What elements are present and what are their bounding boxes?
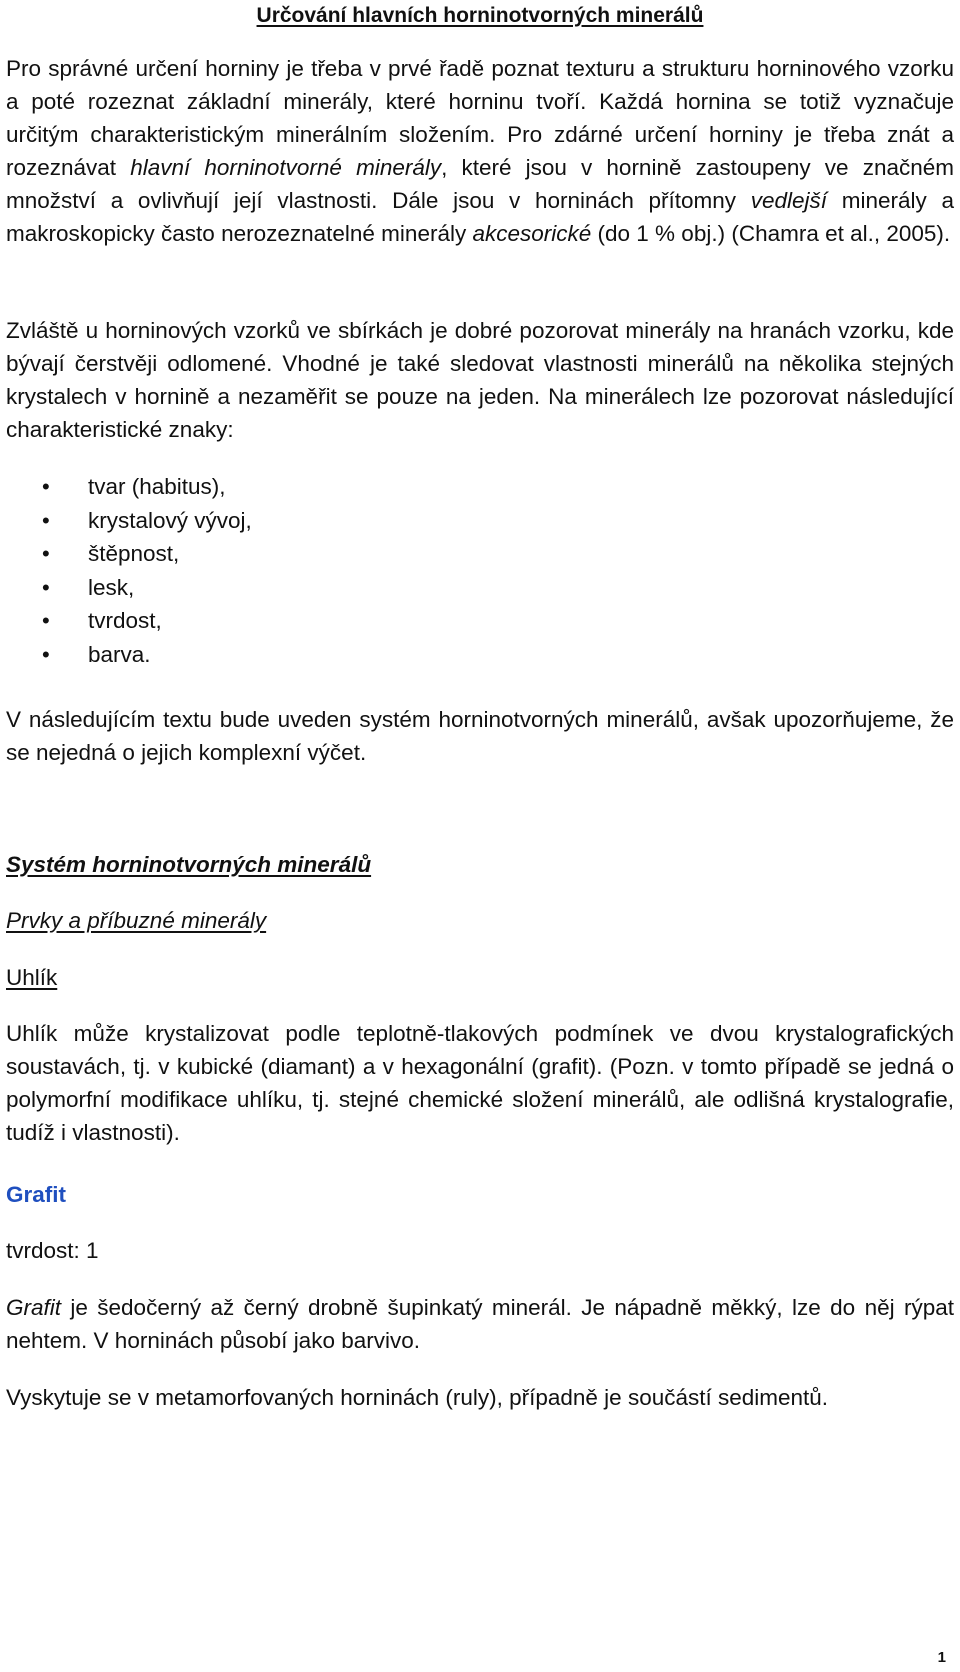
intro-italic-secondary: vedlejší <box>750 188 828 213</box>
list-item: • lesk, <box>6 571 252 605</box>
graphite-description <box>6 1291 954 1357</box>
intro-paragraph <box>6 52 954 250</box>
bullet-icon: • <box>42 641 50 667</box>
list-item: • štěpnost, <box>6 537 252 571</box>
graphite-description-text: je šedočerný až černý drobně šupinkatý minerál. Je nápadně měkký, lze do něj rýpat nehtem. V horninách působí jako barvivo. <box>6 1295 954 1353</box>
list-item: • tvar (habitus), <box>6 470 252 504</box>
feature-list <box>6 470 252 672</box>
bullet-icon: • <box>42 608 50 634</box>
intro-italic-accessory: akcesorické <box>472 221 592 246</box>
bullet-icon: • <box>42 574 50 600</box>
mineral-heading: Grafit <box>6 1182 67 1207</box>
page-number: 1 <box>937 1649 946 1666</box>
bullet-icon: • <box>42 474 50 499</box>
list-item: • tvrdost, <box>6 604 252 638</box>
system-intro-paragraph: V následujícím textu bude uveden systém horninotvorných minerálů, avšak upozorňujeme, že se nejedná o jejich komplexní výčet. <box>6 707 954 765</box>
page-title: Určování hlavních horninotvorných minerálů <box>256 4 704 27</box>
mineral-group-heading: Uhlík <box>6 965 58 990</box>
occurrence-paragraph: Vyskytuje se v metamorfovaných horninách (ruly), případně je součástí sedimentů. <box>6 1385 829 1410</box>
list-item: • barva. <box>6 638 252 672</box>
intro-italic-main-minerals: hlavní horninotvorné minerály <box>130 155 442 180</box>
observation-paragraph: Zvláště u horninových vzorků ve sbírkách je dobré pozorovat minerály na hranách vzorku, kde bývají čerstvěji odlomené. Vhodné je také sledovat vlastnosti minerálů na několika stejných krystalech v hornině a nezaměřit se pouze na jeden. Na minerálech lze pozorovat následující charakteristické znaky: <box>6 318 954 442</box>
list-item: • krystalový vývoj, <box>6 504 252 538</box>
carbon-paragraph: Uhlík může krystalizovat podle teplotně-tlakových podmínek ve dvou krystalografických soustavách, tj. v kubické (diamant) a v hexagonální (grafit). (Pozn. v tomto případě se jedná o polymorfní modifikace uhlíku, tj. stejné chemické složení minerálů, ale odlišná krystalografie, tudíž i vlastnosti). <box>6 1021 954 1145</box>
intro-text-4: (do 1 % obj.) (Chamra et al., 2005). <box>591 221 951 246</box>
bullet-icon: • <box>42 541 50 567</box>
intro-text-3: minerály a makroskopicky často nerozeznatelné minerály <box>6 188 954 246</box>
graphite-name-italic: Grafit <box>6 1295 62 1320</box>
subsection-heading: Prvky a příbuzné minerály <box>6 908 267 933</box>
section-heading: Systém horninotvorných minerálů <box>6 852 372 877</box>
hardness-line: tvrdost: 1 <box>6 1238 99 1263</box>
intro-text-2: , které jsou v hornině zastoupeny ve značném množství a ovlivňují její vlastnosti. Dále jsou v horninách přítomny <box>6 155 954 213</box>
bullet-icon: • <box>42 507 50 533</box>
intro-text-1: Pro správné určení horniny je třeba v prvé řadě poznat texturu a strukturu horninového vzorku a poté rozeznat základní minerály, které horninu tvoří. Každá hornina se totiž vyznačuje určitým charakteristickým minerálním složením. Pro zdárné určení horniny je třeba znát a rozeznávat <box>6 56 954 180</box>
